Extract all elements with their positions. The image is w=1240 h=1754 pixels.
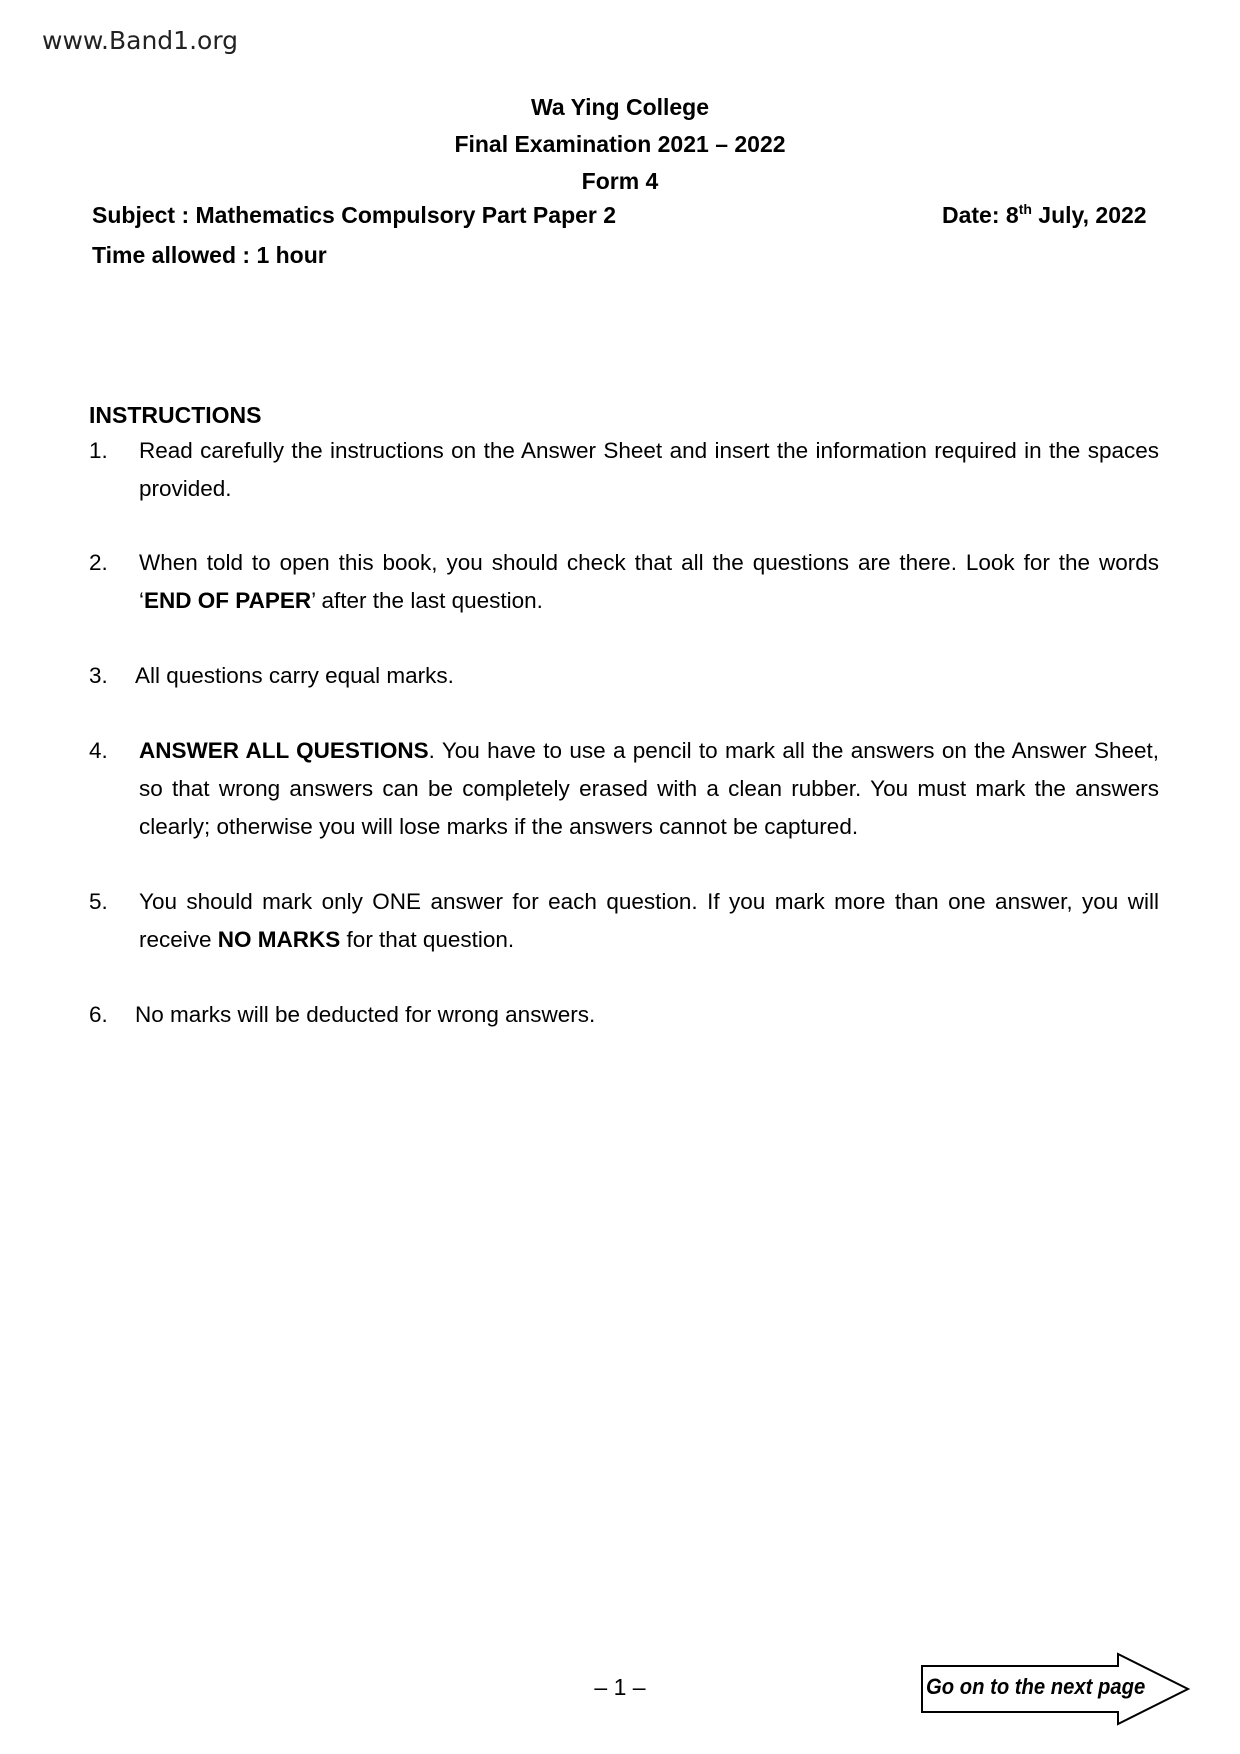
item-number: 2. — [89, 550, 108, 575]
next-page-arrow — [920, 1652, 1192, 1726]
item-text — [139, 732, 1159, 846]
item-bold: ANSWER ALL QUESTIONS — [139, 738, 429, 763]
instruction-item-3 — [89, 657, 1159, 695]
instruction-item-2 — [89, 544, 1159, 620]
item-text — [139, 883, 1159, 959]
instruction-item-6 — [89, 996, 1159, 1034]
time-allowed: Time allowed : 1 hour — [92, 242, 327, 268]
instruction-item-5 — [89, 883, 1159, 959]
item-text-b: for that question. — [340, 927, 515, 952]
item-number: 6. — [89, 1002, 108, 1027]
item-number: 4. — [89, 738, 108, 763]
instruction-item-4 — [89, 732, 1159, 846]
item-bold: NO MARKS — [217, 927, 341, 952]
instructions-heading: INSTRUCTIONS — [89, 402, 262, 428]
date-suffix: July, 2022 — [1031, 202, 1147, 228]
item-text: All questions carry equal marks. — [135, 663, 454, 688]
item-bold: END OF PAPER — [144, 588, 312, 613]
item-number: 3. — [89, 663, 108, 688]
item-text: Read carefully the instructions on the Answer Sheet and insert the information required in the spaces provided. — [139, 438, 1159, 501]
item-text-b: . You have to use a pencil to mark all the answers on the Answer Sheet, so that wrong answers can be completely erased with a clean rubber. You must mark the answers clearly; otherwise you will lose marks if the answers cannot be captured. — [139, 738, 1159, 839]
item-text-a: You should mark only ONE answer for each question. If you mark more than one answer, you will receive — [139, 889, 1159, 952]
item-text-a: When told to open this book, you should check that all the questions are there. Look for the words ‘ — [139, 550, 1159, 613]
item-text: No marks will be deducted for wrong answers. — [135, 1002, 596, 1027]
date-prefix: Date: 8 — [942, 202, 1019, 228]
school-name: Wa Ying College — [530, 94, 710, 120]
form-level: Form 4 — [581, 168, 659, 194]
next-page-label: Go on to the next page — [926, 1674, 1146, 1699]
date-ordinal: th — [1018, 201, 1032, 217]
exam-title: Final Examination 2021 – 2022 — [454, 131, 786, 157]
item-text — [139, 544, 1159, 620]
page-number: – 1 – — [594, 1674, 646, 1700]
instruction-item-1 — [89, 432, 1159, 508]
item-number: 5. — [89, 889, 108, 914]
item-text-b: ’ after the last question. — [311, 588, 543, 613]
watermark-url: www.Band1.org — [42, 26, 239, 55]
item-number: 1. — [89, 438, 108, 463]
exam-date — [942, 202, 1147, 229]
subject-line: Subject : Mathematics Compulsory Part Paper 2 — [92, 202, 617, 228]
